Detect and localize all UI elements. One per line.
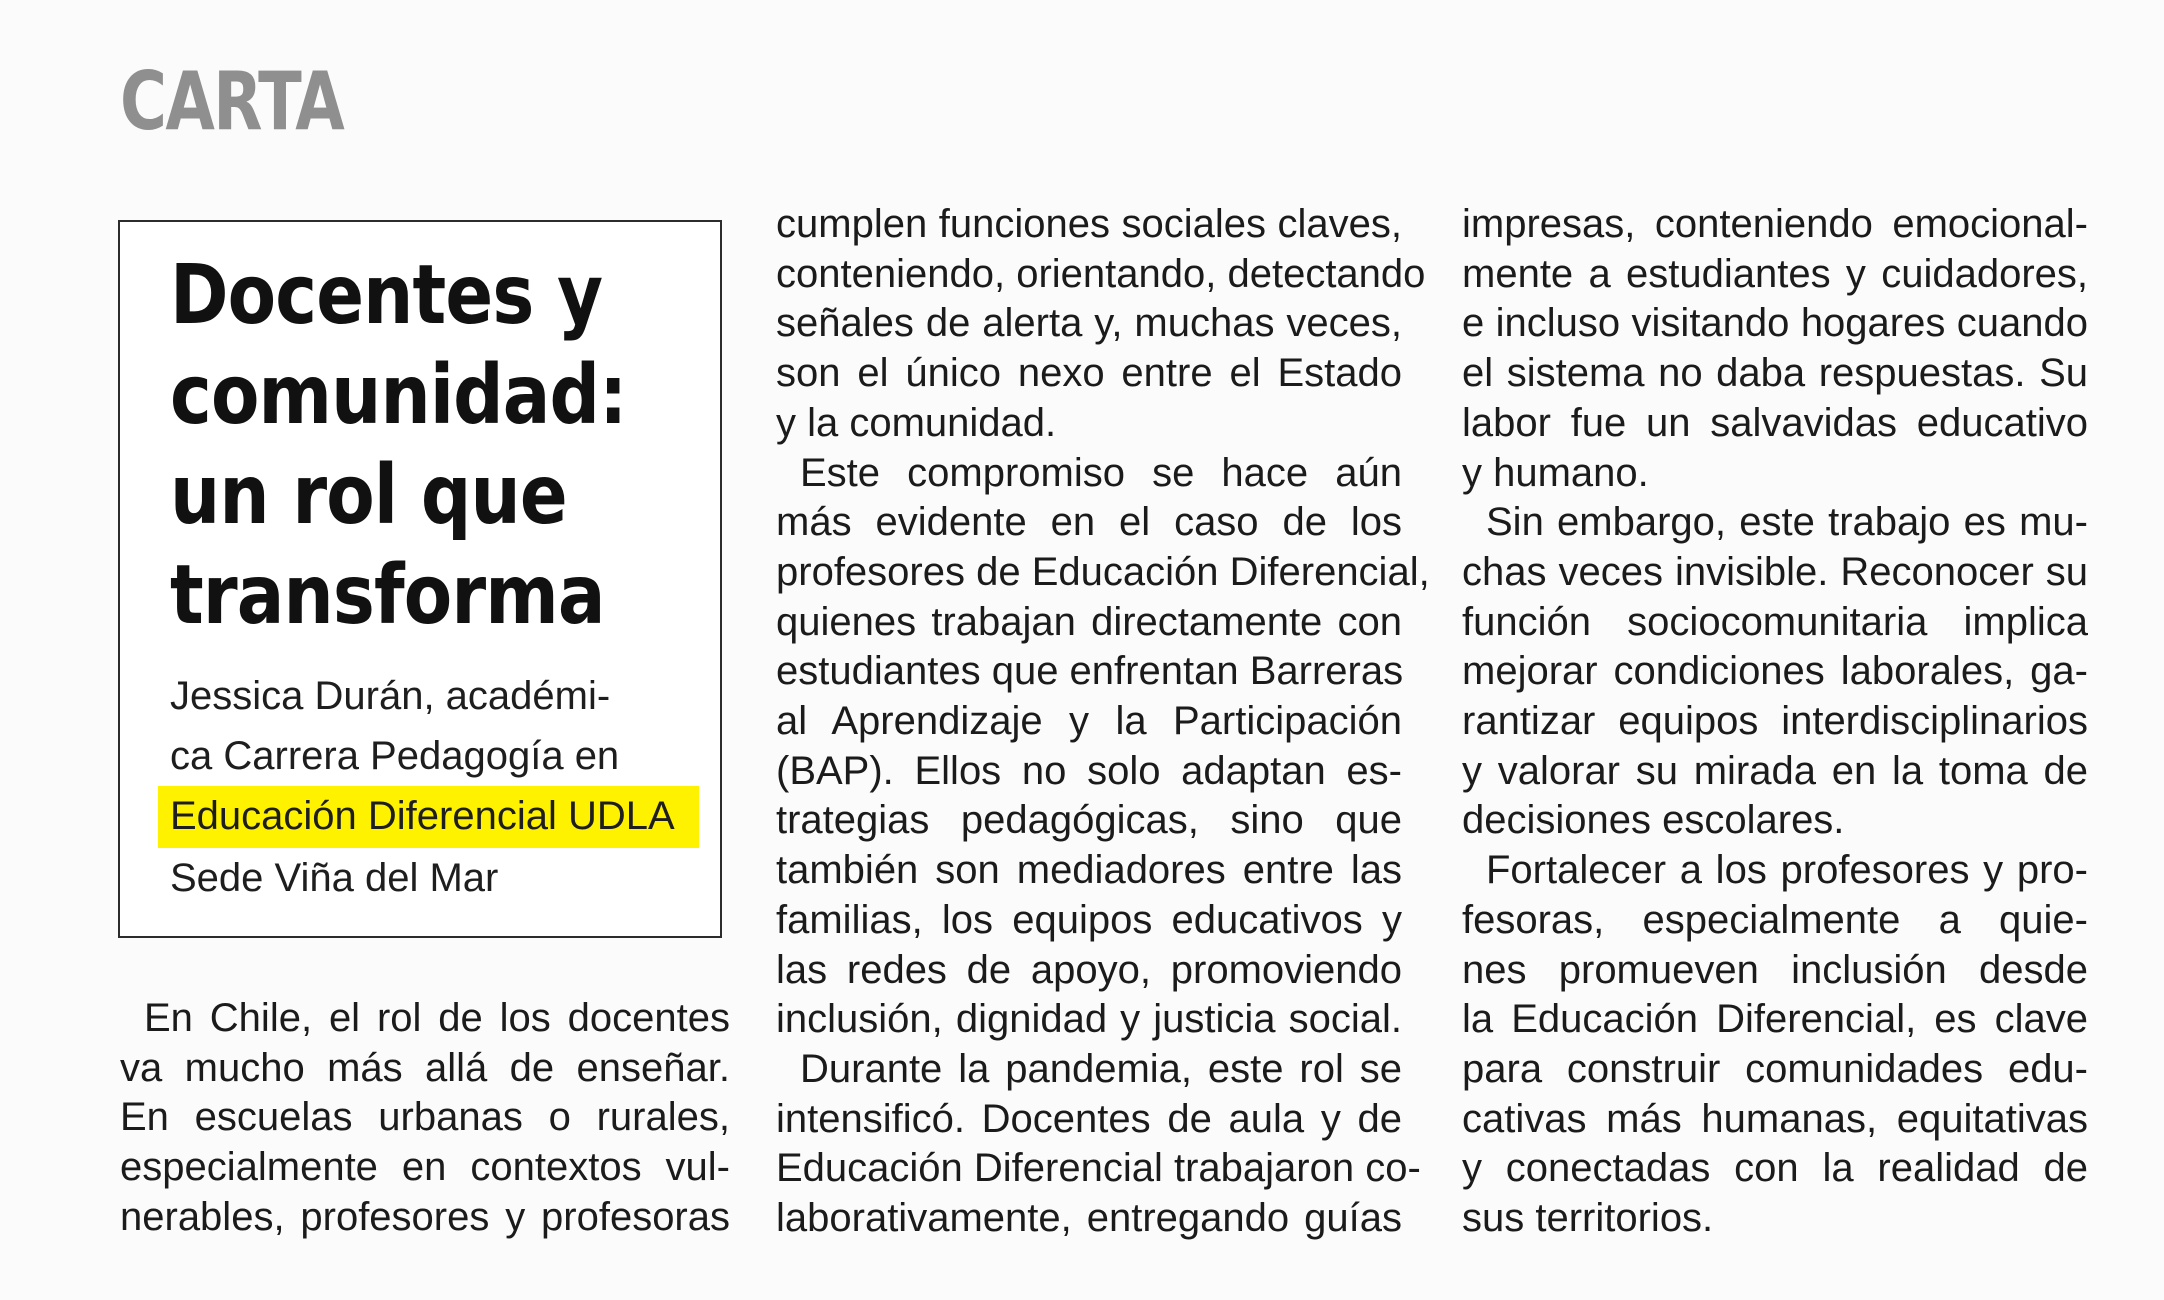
body-line: las redes de apoyo, promoviendo bbox=[776, 947, 1402, 992]
body-line: Fortalecer a los profesores y pro- bbox=[1486, 848, 2088, 893]
body-line: estudiantes que enfrentan Barreras bbox=[776, 649, 1404, 694]
body-line: y conectadas con la realidad de bbox=[1462, 1146, 2088, 1191]
body-line: cumplen funciones sociales claves, bbox=[776, 202, 1402, 246]
body-line: labor fue un salvavidas educativo bbox=[1462, 400, 2088, 445]
body-line: Sin embargo, este trabajo es mu- bbox=[1486, 500, 2088, 545]
byline-line: ca Carrera Pedagogía en bbox=[170, 734, 620, 778]
body-line: son el único nexo entre el Estado bbox=[776, 351, 1402, 396]
headline-line: Docentes y bbox=[170, 248, 603, 343]
body-line: más evidente en el caso de los bbox=[776, 500, 1402, 545]
body-line: quienes trabajan directamente con bbox=[776, 599, 1402, 644]
body-line: al Aprendizaje y la Participación bbox=[776, 699, 1402, 744]
body-line: también son mediadores entre las bbox=[776, 848, 1402, 893]
body-line: nerables, profesores y profesoras bbox=[120, 1194, 730, 1239]
body-line: sus territorios. bbox=[1462, 1196, 1714, 1241]
body-line: rantizar equipos interdisciplinarios bbox=[1462, 699, 2088, 744]
body-line: laborativamente, entregando guías bbox=[776, 1196, 1402, 1241]
body-line: inclusión, dignidad y justicia social. bbox=[776, 997, 1402, 1042]
section-label: CARTA bbox=[120, 55, 344, 148]
body-line: y valorar su mirada en la toma de bbox=[1462, 748, 2088, 793]
body-line: En escuelas urbanas o rurales, bbox=[120, 1095, 730, 1140]
body-line: e incluso visitando hogares cuando bbox=[1462, 301, 2088, 346]
body-line: mejorar condiciones laborales, ga- bbox=[1462, 649, 2088, 694]
article-column-2 bbox=[776, 200, 1430, 1244]
body-line: En Chile, el rol de los docentes bbox=[144, 996, 730, 1040]
body-line: Este compromiso se hace aún bbox=[800, 450, 1402, 495]
body-line: va mucho más allá de enseñar. bbox=[120, 1045, 730, 1090]
body-line: especialmente en contextos vul- bbox=[120, 1145, 730, 1190]
headline-line: transforma bbox=[170, 548, 605, 643]
body-line: mente a estudiantes y cuidadores, bbox=[1462, 251, 2088, 296]
body-line: cativas más humanas, equitativas bbox=[1462, 1096, 2088, 1141]
body-line: Durante la pandemia, este rol se bbox=[800, 1046, 1402, 1091]
body-line: decisiones escolares. bbox=[1462, 798, 1845, 843]
headline-line: un rol que bbox=[170, 448, 567, 543]
body-line: el sistema no daba respuestas. Su bbox=[1462, 351, 2088, 396]
body-line: chas veces invisible. Reconocer su bbox=[1462, 549, 2088, 594]
body-line: función sociocomunitaria implica bbox=[1462, 599, 2088, 644]
byline-line: Sede Viña del Mar bbox=[170, 856, 499, 900]
body-line: señales de alerta y, muchas veces, bbox=[776, 301, 1402, 346]
body-line: la Educación Diferencial, es clave bbox=[1462, 997, 2088, 1042]
body-line: trategias pedagógicas, sino que bbox=[776, 798, 1402, 843]
body-line: y humano. bbox=[1462, 450, 1649, 495]
body-line: nes promueven inclusión desde bbox=[1462, 947, 2088, 992]
byline-highlight: Educación Diferencial UDLA bbox=[158, 786, 699, 848]
article-column-1 bbox=[120, 994, 730, 1243]
body-line: y la comunidad. bbox=[776, 400, 1057, 445]
body-line: conteniendo, orientando, detectando bbox=[776, 251, 1426, 296]
body-line: Educación Diferencial trabajaron co- bbox=[776, 1146, 1421, 1191]
body-line: (BAP). Ellos no solo adaptan es- bbox=[776, 748, 1402, 793]
article-column-3 bbox=[1462, 200, 2088, 1244]
headline-line: comunidad: bbox=[170, 348, 627, 443]
body-line: profesores de Educación Diferencial, bbox=[776, 549, 1430, 594]
byline-line: Jessica Durán, académi- bbox=[170, 674, 611, 718]
body-line: impresas, conteniendo emocional- bbox=[1462, 202, 2088, 246]
body-line: intensificó. Docentes de aula y de bbox=[776, 1096, 1402, 1141]
body-line: para construir comunidades edu- bbox=[1462, 1046, 2088, 1091]
author-byline bbox=[170, 666, 710, 908]
body-line: fesoras, especialmente a quie- bbox=[1462, 897, 2088, 942]
body-line: familias, los equipos educativos y bbox=[776, 897, 1402, 942]
headline bbox=[170, 246, 772, 646]
